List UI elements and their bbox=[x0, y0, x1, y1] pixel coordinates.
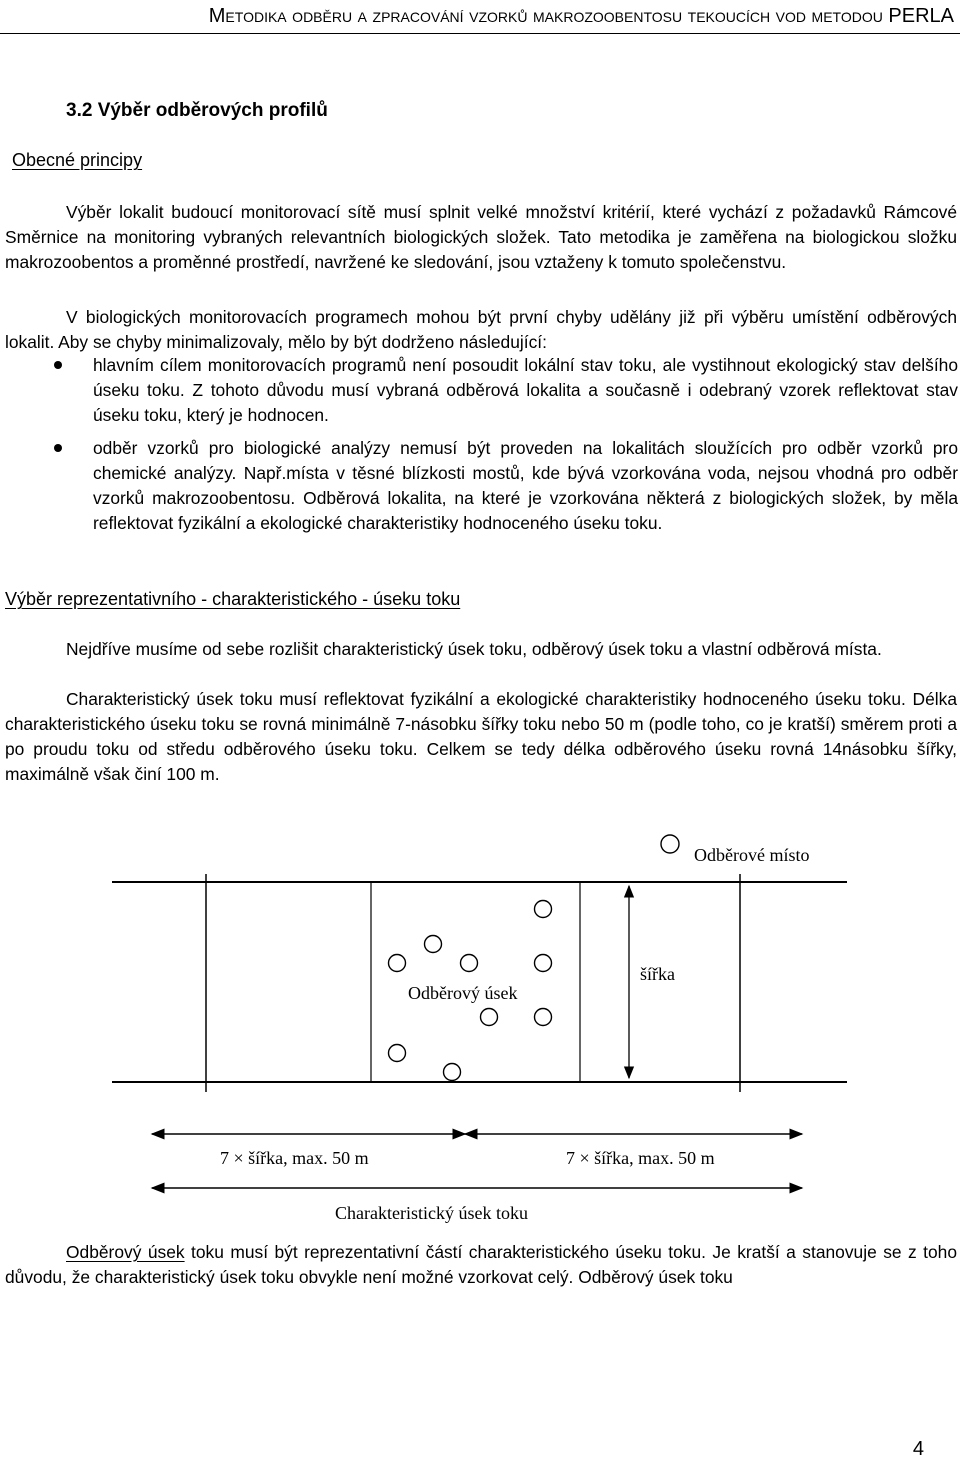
legend-circle-icon bbox=[661, 835, 679, 853]
sample-reach-term: Odběrový úsek bbox=[66, 1242, 185, 1262]
sample-reach-paragraph bbox=[5, 1240, 957, 1290]
subheading-representative-reach: Výběr reprezentativního - charakteristického - úseku toku bbox=[5, 589, 461, 609]
sampling-point-icon bbox=[389, 955, 406, 972]
sampling-point-icon bbox=[444, 1064, 461, 1081]
reach-paragraph-2: Charakteristický úsek toku musí reflektovat fyzikální a ekologické charakteristiky hodnoceného úseku toku. Délka charakteristického úseku toku se rovná minimálně 7-násobku šířky toku nebo 50 m (podle toho, co je kratší) směrem proti a po proudu toku od středu odběrového úseku toku. Celkem se tedy délka odběrového úseku rovná 14násobku šířky, maximálně však činí 100 m. bbox=[5, 689, 957, 784]
reach-diagram bbox=[0, 820, 960, 1230]
errors-paragraph: V biologických monitorovacích programech mohou být první chyby udělány již při výběru umístění odběrových lokalit. Aby se chyby minimalizovaly, mělo by být dodrženo následující: bbox=[5, 307, 957, 352]
criteria-list bbox=[0, 353, 958, 544]
list-item bbox=[0, 353, 958, 428]
intro-paragraph: Výběr lokalit budoucí monitorovací sítě musí splnit velké množství kritérií, které vychází z požadavků Rámcové Směrnice na monitoring vybraných relevantních biologických složek. Tato metodika je zaměřena na biologickou složku makrozoobentos a proměnné prostředí, navržené ke sledování, jsou vztaženy k tomuto společenstvu. bbox=[5, 202, 957, 272]
list-item bbox=[0, 436, 958, 536]
left-span-label: 7 × šířka, max. 50 m bbox=[220, 1148, 369, 1168]
running-header bbox=[0, 4, 954, 28]
subheading-general-principles: Obecné principy bbox=[12, 150, 143, 170]
sampling-point-icon bbox=[425, 936, 442, 953]
sample-reach-label: Odběrový úsek bbox=[408, 983, 518, 1003]
bullet-icon bbox=[54, 444, 62, 452]
header-title: Metodika odběru a zpracování vzorků makrozoobentosu tekoucích vod metodou PERLA bbox=[208, 5, 954, 27]
page-number: 4 bbox=[912, 1438, 924, 1460]
total-span-label: Charakteristický úsek toku bbox=[335, 1203, 528, 1223]
reach-paragraph-1: Nejdříve musíme od sebe rozlišit charakteristický úsek toku, odběrový úsek toku a vlastní odběrová místa. bbox=[66, 639, 882, 659]
section-heading: 3.2 Výběr odběrových profilů bbox=[66, 100, 328, 121]
sampling-point-icon bbox=[535, 901, 552, 918]
bullet-icon bbox=[54, 361, 62, 369]
sampling-point-icon bbox=[461, 955, 478, 972]
list-item-text: hlavním cílem monitorovacích programů není posoudit lokální stav toku, ale vystihnout ekologický stav delšího úseku toku. Z tohoto důvodu musí vybraná odběrová lokalita a současně i odebraný vzorek reflektovat stav úseku toku, který je hodnocen. bbox=[93, 355, 958, 425]
list-item-text: odběr vzorků pro biologické analýzy nemusí být proveden na lokalitách sloužících pro odběr vzorků pro chemické analýzy. Např.místa v těsné blízkosti mostů, kde bývá vzorkována voda, nejsou vhodná pro odběr vzorků makrozoobentosu. Odběrová lokalita, na které je vzorkována některá z biologických složek, by měla reflektovat fyzikální a ekologické charakteristiky hodnoceného úseku toku. bbox=[93, 438, 958, 533]
legend-label: Odběrové místo bbox=[694, 845, 810, 865]
sampling-point-icon bbox=[481, 1009, 498, 1026]
right-span-label: 7 × šířka, max. 50 m bbox=[566, 1148, 715, 1168]
sampling-point-icon bbox=[389, 1045, 406, 1062]
sampling-point-icon bbox=[535, 1009, 552, 1026]
width-label: šířka bbox=[640, 964, 675, 984]
header-rule bbox=[0, 33, 960, 34]
sample-reach-text: toku musí být reprezentativní částí charakteristického úseku toku. Je kratší a stanovuje se z toho důvodu, že charakteristický úsek toku obvykle není možné vzorkovat celý. Odběrový úsek toku bbox=[5, 1242, 957, 1287]
sampling-point-icon bbox=[535, 955, 552, 972]
